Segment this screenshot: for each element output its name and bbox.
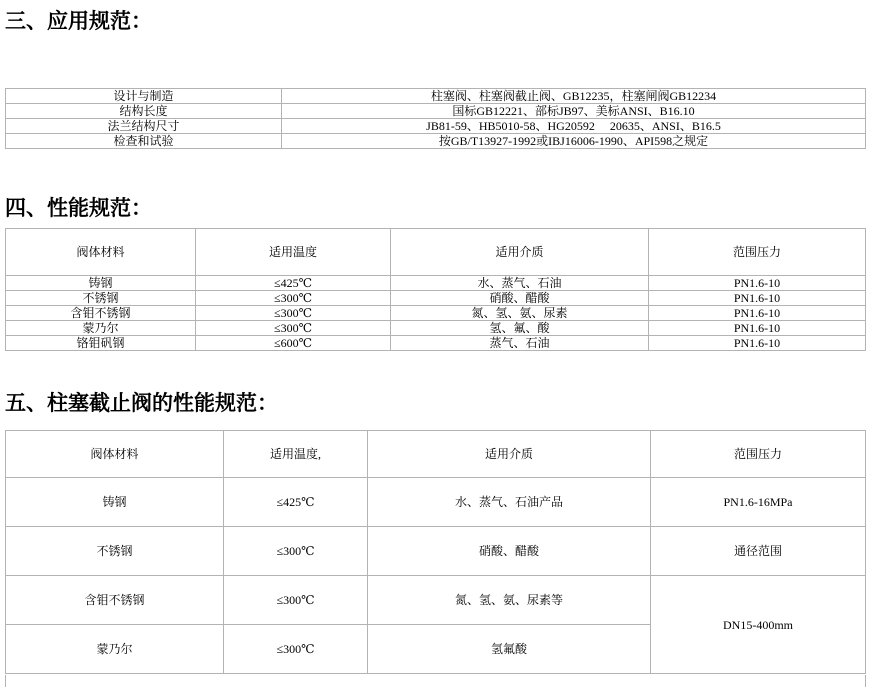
column-header-material: 阀体材料 [6,229,196,276]
material-cell: 不锈钢 [6,527,224,576]
pressure-cell: PN1.6-10 [649,306,866,321]
medium-cell: 硝酸、醋酸 [368,527,651,576]
table-row [6,89,866,104]
medium-cell: 氢、氟、酸 [391,321,649,336]
material-cell: 铬钼矾钢 [6,336,196,351]
material-cell: 铸钢 [6,276,196,291]
table-header-row [6,229,866,276]
temperature-cell: ≤300℃ [224,625,368,674]
table-row [6,576,866,625]
pressure-cell: PN1.6-10 [649,336,866,351]
material-cell: 蒙乃尔 [6,321,196,336]
spec-label-cell: 设计与制造 [6,89,282,104]
diameter-range-cell: DN15-400mm [651,576,866,674]
medium-cell: 硝酸、醋酸 [391,291,649,306]
material-cell: 含钼不锈钢 [6,576,224,625]
temperature-cell: ≤300℃ [196,321,391,336]
spec-value-cell: 柱塞阀、柱塞阀截止阀、GB12235，柱塞闸阀GB12234 [282,89,866,104]
medium-cell: 水、蒸气、石油 [391,276,649,291]
section-heading-performance: 四、性能规范： [5,196,152,220]
section-heading-application: 三、应用规范： [5,9,152,33]
pressure-cell: 通径范围 [651,527,866,576]
table-header-row [6,431,866,478]
temperature-cell: ≤300℃ [196,291,391,306]
section-heading-plunger-valve: 五、柱塞截止阀的性能规范： [5,391,278,415]
temperature-cell: ≤425℃ [224,478,368,527]
table-row [6,527,866,576]
table-row [6,134,866,149]
column-header-medium: 适用介质 [368,431,651,478]
temperature-cell: ≤600℃ [196,336,391,351]
material-cell: 铸钢 [6,478,224,527]
spec-label-cell: 法兰结构尺寸 [6,119,282,134]
column-header-medium: 适用介质 [391,229,649,276]
table-row [6,104,866,119]
spec-label-cell: 结构长度 [6,104,282,119]
temperature-cell: ≤300℃ [196,306,391,321]
table-row [6,119,866,134]
table-row [6,336,866,351]
table-row [6,306,866,321]
medium-cell: 蒸气、石油 [391,336,649,351]
material-cell: 蒙乃尔 [6,625,224,674]
table-row [6,276,866,291]
pressure-cell: PN1.6-10 [649,321,866,336]
pressure-cell: PN1.6-16MPa [651,478,866,527]
spec-value-cell: 国标GB12221、部标JB97、美标ANSI、B16.10 [282,104,866,119]
medium-cell: 水、蒸气、石油产品 [368,478,651,527]
medium-cell: 氮、氢、氨、尿素 [391,306,649,321]
table-row [6,321,866,336]
spec-label-cell: 检查和试验 [6,134,282,149]
temperature-cell: ≤300℃ [224,527,368,576]
pressure-cell: PN1.6-10 [649,291,866,306]
column-header-material: 阀体材料 [6,431,224,478]
column-header-temperature: 适用温度, [224,431,368,478]
truncated-table-row [5,675,866,687]
table-row [6,291,866,306]
temperature-cell: ≤300℃ [224,576,368,625]
performance-spec-table [5,228,866,351]
spec-value-cell: 按GB/T13927-1992或IBJ16006-1990、API598之规定 [282,134,866,149]
material-cell: 含钼不锈钢 [6,306,196,321]
column-header-pressure: 范围压力 [651,431,866,478]
column-header-temperature: 适用温度 [196,229,391,276]
spec-value-cell: JB81-59、HB5010-58、HG20592 20635、ANSI、B16.5 [282,119,866,134]
material-cell: 不锈钢 [6,291,196,306]
application-spec-table [5,88,866,149]
pressure-cell: PN1.6-10 [649,276,866,291]
plunger-valve-spec-table [5,430,866,674]
temperature-cell: ≤425℃ [196,276,391,291]
medium-cell: 氢氟酸 [368,625,651,674]
column-header-pressure: 范围压力 [649,229,866,276]
table-row [6,478,866,527]
medium-cell: 氮、氢、氨、尿素等 [368,576,651,625]
